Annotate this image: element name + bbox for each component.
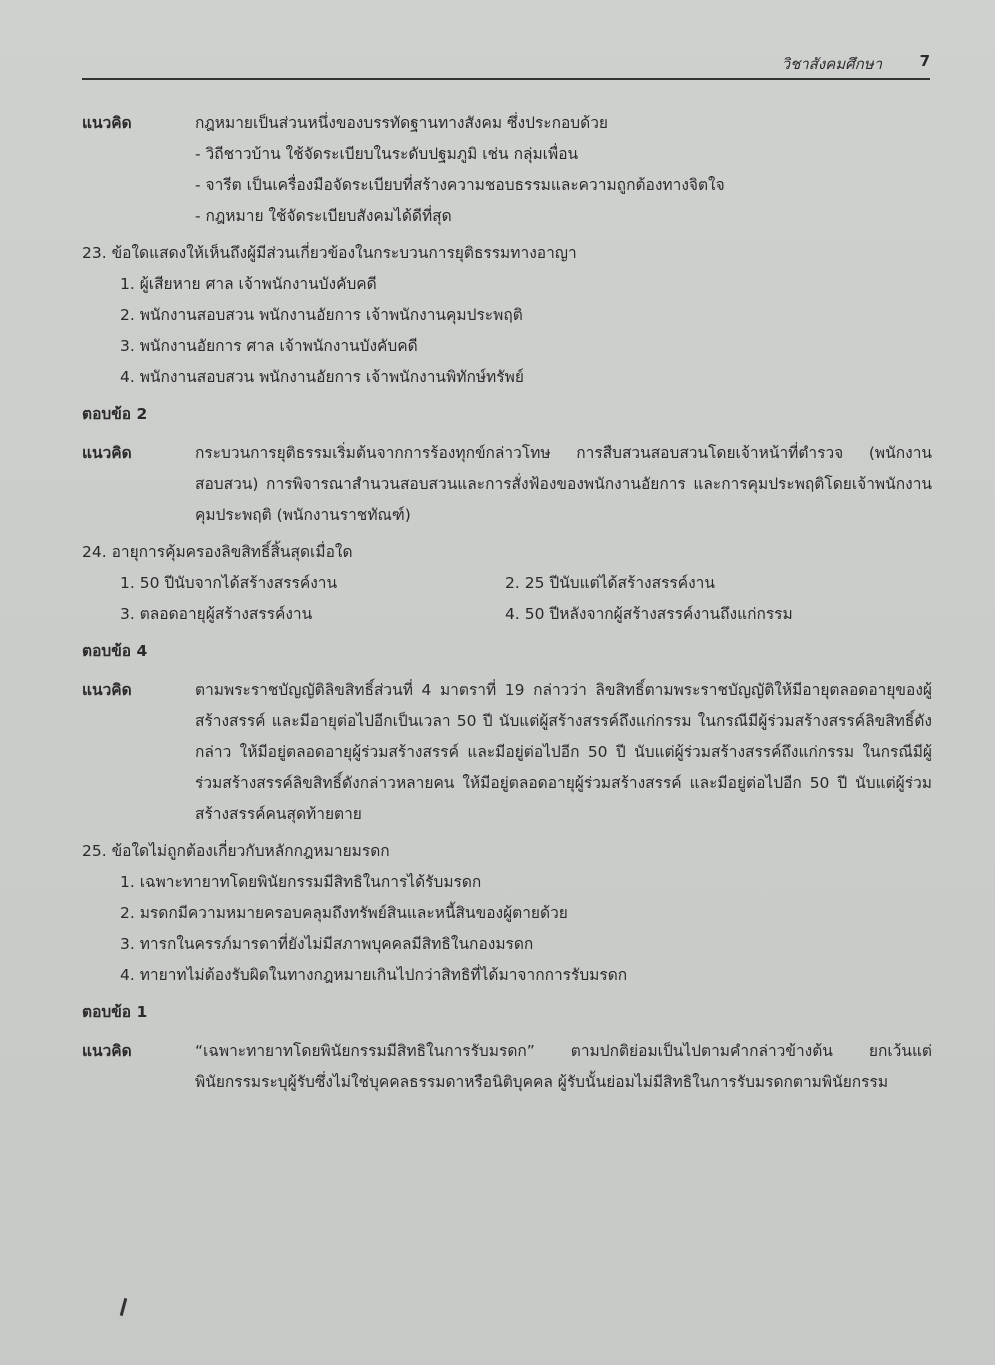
q24-options — [82, 568, 932, 630]
question-23: 23. ข้อใดแสดงให้เห็นถึงผู้มีส่วนเกี่ยวข้องในกระบวนการยุติธรรมทางอาญา — [82, 244, 577, 262]
pen-mark — [120, 1298, 128, 1316]
q23-option: 1. ผู้เสียหาย ศาล เจ้าพนักงานบังคับคดี — [120, 275, 377, 293]
concept-label: แนวคิด — [82, 114, 132, 132]
q23-answer: ตอบข้อ 2 — [82, 405, 148, 423]
question-24: 24. อายุการคุ้มครองลิขสิทธิ์สิ้นสุดเมื่อใด — [82, 543, 353, 561]
q25-concept-text: “เฉพาะทายาทโดยพินัยกรรมมีสิทธิในการรับมรดก” ตามปกติย่อมเป็นไปตามคำกล่าวข้างต้น ยกเว้นแต่พินัยกรรมระบุผู้รับซึ่งไม่ใช่บุคคลธรรมดาหรือนิติบุคคล ผู้รับนั้นย่อมไม่มีสิทธิในการรับมรดกตามพินัยกรรม — [195, 1042, 932, 1091]
q24-concept — [82, 675, 932, 830]
page-content — [82, 108, 932, 1098]
q25-option: 3. ทารกในครรภ์มารดาที่ยังไม่มีสภาพบุคคลมีสิทธิในกองมรดก — [120, 935, 534, 953]
concept-label: แนวคิด — [82, 1042, 132, 1060]
page-header — [82, 48, 930, 80]
concept-label: แนวคิด — [82, 444, 132, 462]
intro-bullet: - วิถีชาวบ้าน ใช้จัดระเบียบในระดับปฐมภูมิ เช่น กลุ่มเพื่อน — [195, 145, 579, 163]
intro-bullet: - กฎหมาย ใช้จัดระเบียบสังคมได้ดีที่สุด — [195, 207, 452, 225]
q25-option: 4. ทายาทไม่ต้องรับผิดในทางกฎหมายเกินไปกว่าสิทธิที่ได้มาจากการรับมรดก — [120, 966, 628, 984]
question-25: 25. ข้อใดไม่ถูกต้องเกี่ยวกับหลักกฎหมายมรดก — [82, 842, 390, 860]
header-title: วิชาสังคมศึกษา — [781, 55, 882, 73]
q24-option: 1. 50 ปีนับจากได้สร้างสรรค์งาน — [120, 574, 338, 592]
q24-answer: ตอบข้อ 4 — [82, 642, 148, 660]
q24-option: 4. 50 ปีหลังจากผู้สร้างสรรค์งานถึงแก่กรรม — [505, 605, 793, 623]
intro-concept — [82, 108, 932, 139]
q24-option: 2. 25 ปีนับแต่ได้สร้างสรรค์งาน — [505, 574, 715, 592]
q25-answer: ตอบข้อ 1 — [82, 1003, 148, 1021]
q23-concept — [82, 438, 932, 531]
concept-label: แนวคิด — [82, 681, 132, 699]
q23-option: 2. พนักงานสอบสวน พนักงานอัยการ เจ้าพนักงานคุมประพฤติ — [120, 306, 523, 324]
intro-bullet: - จารีต เป็นเครื่องมือจัดระเบียบที่สร้างความชอบธรรมและความถูกต้องทางจิตใจ — [195, 176, 725, 194]
intro-text: กฎหมายเป็นส่วนหนึ่งของบรรทัดฐานทางสังคม ซึ่งประกอบด้วย — [195, 114, 608, 132]
q23-option: 3. พนักงานอัยการ ศาล เจ้าพนักงานบังคับคดี — [120, 337, 418, 355]
page-number: 7 — [919, 52, 930, 70]
q24-concept-text: ตามพระราชบัญญัติลิขสิทธิ์ส่วนที่ 4 มาตราที่ 19 กล่าวว่า ลิขสิทธิ์ตามพระราชบัญญัติให้มีอายุตลอดอายุของผู้สร้างสรรค์ และมีอายุต่อไปอีกเป็นเวลา 50 ปี นับแต่ผู้สร้างสรรค์ถึงแก่กรรม ในกรณีมีผู้ร่วมสร้างสรรค์ลิขสิทธิ์ดังกล่าว ให้มีอยู่ตลอดอายุผู้ร่วมสร้างสรรค์ และมีอยู่ต่อไปอีก 50 ปี นับแต่ผู้ร่วมสร้างสรรค์ถึงแก่กรรม ในกรณีมีผู้ร่วมสร้างสรรค์ลิขสิทธิ์ดังกล่าวหลายคน ให้มีอยู่ตลอดอายุผู้ร่วมสร้างสรรค์ และมีอยู่ต่อไปอีก 50 ปี นับแต่ผู้ร่วมสร้างสรรค์คนสุดท้ายตาย — [195, 681, 932, 823]
q25-option: 2. มรดกมีความหมายครอบคลุมถึงทรัพย์สินและหนี้สินของผู้ตายด้วย — [120, 904, 568, 922]
q23-concept-text: กระบวนการยุติธรรมเริ่มต้นจากการร้องทุกข์กล่าวโทษ การสืบสวนสอบสวนโดยเจ้าหน้าที่ตำรวจ (พนักงานสอบสวน) การพิจารณาสำนวนสอบสวนและการสั่งฟ้องของพนักงานอัยการ และการคุมประพฤติโดยเจ้าพนักงานคุมประพฤติ (พนักงานราชทัณฑ์) — [195, 444, 932, 524]
q24-option: 3. ตลอดอายุผู้สร้างสรรค์งาน — [120, 605, 313, 623]
q25-concept — [82, 1036, 932, 1098]
q25-option: 1. เฉพาะทายาทโดยพินัยกรรมมีสิทธิในการได้รับมรดก — [120, 873, 482, 891]
q23-option: 4. พนักงานสอบสวน พนักงานอัยการ เจ้าพนักงานพิทักษ์ทรัพย์ — [120, 368, 524, 386]
